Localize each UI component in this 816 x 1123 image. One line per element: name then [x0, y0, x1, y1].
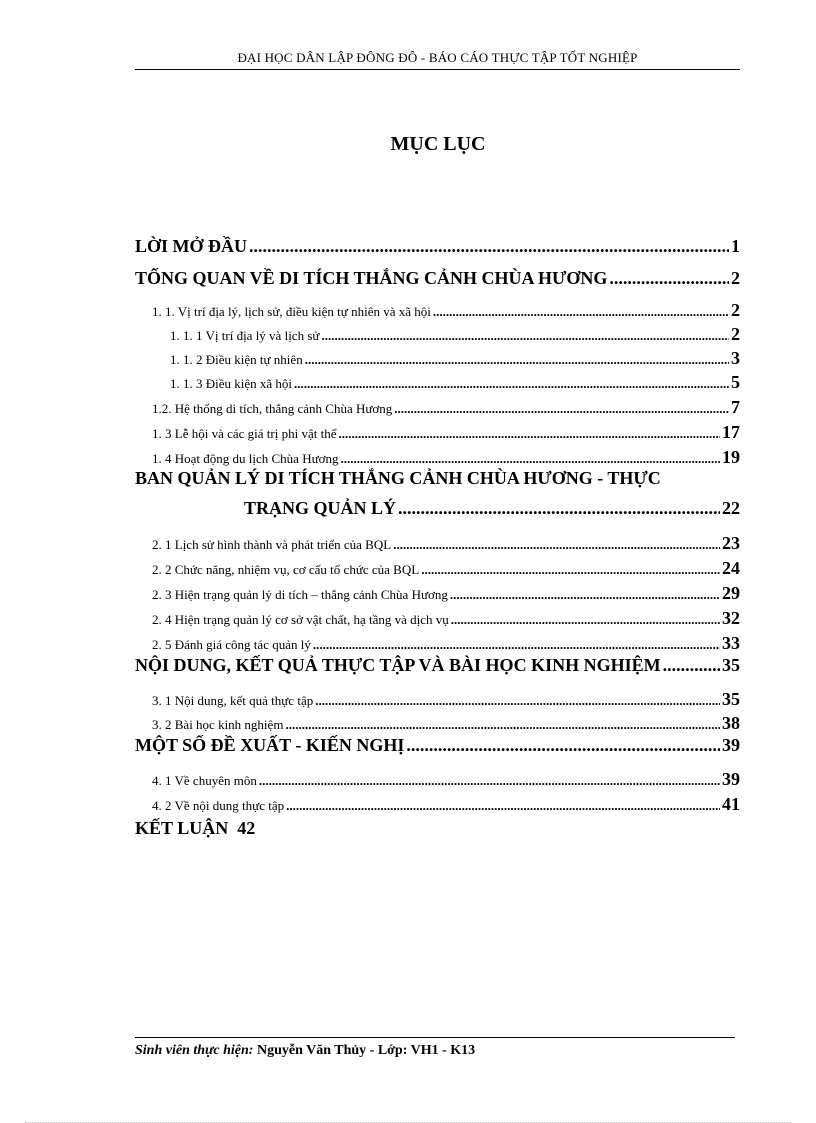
toc-page: 38 — [722, 713, 740, 733]
toc-entry-1-2[interactable] — [152, 397, 740, 418]
toc-page: 33 — [722, 633, 740, 653]
toc-leader — [321, 328, 729, 344]
toc-entry-1-4[interactable] — [152, 447, 740, 468]
toc-label: 2. 5 Đánh giá công tác quản lý — [152, 637, 311, 652]
toc-entry-2-4[interactable] — [152, 608, 740, 629]
toc-page: 3 — [731, 348, 740, 368]
toc-label: 2. 2 Chức năng, nhiệm vụ, cơ cấu tổ chức của BQL — [152, 562, 420, 577]
toc-page: 42 — [237, 818, 256, 838]
toc-leader — [398, 498, 720, 519]
toc-label: 1. 1. 2 Điều kiện tự nhiên — [170, 352, 303, 367]
toc-leader — [341, 451, 720, 467]
toc-leader — [451, 612, 720, 628]
toc-label: 1.2. Hệ thống di tích, thắng cảnh Chùa Hương — [152, 401, 393, 416]
toc-page: 29 — [722, 583, 740, 603]
toc-page: 35 — [722, 655, 740, 675]
toc-label: LỜI MỞ ĐẦU — [135, 236, 247, 256]
toc-page: 35 — [722, 689, 740, 709]
footer-divider — [135, 1037, 735, 1038]
toc-label: NỘI DUNG, KẾT QUẢ THỰC TẬP VÀ BÀI HỌC KINH NGHIỆM — [135, 655, 661, 675]
toc-label: 1. 4 Hoạt động du lịch Chùa Hương — [152, 451, 339, 466]
toc-leader — [259, 773, 720, 789]
toc-entry-1-3[interactable] — [152, 422, 740, 443]
toc-leader — [393, 537, 720, 553]
toc-leader — [406, 735, 720, 756]
toc-label: 1. 1. Vị trí địa lý, lịch sử, điều kiện tự nhiên và xã hội — [152, 304, 431, 319]
toc-chapter-2-line1[interactable]: BAN QUẢN LÝ DI TÍCH THẮNG CẢNH CHÙA HƯƠNG - THỰC — [135, 468, 661, 488]
toc-entry-2-5[interactable] — [152, 633, 740, 654]
toc-leader — [609, 268, 729, 289]
toc-page: 32 — [722, 608, 740, 628]
toc-entry-chapter-2[interactable] — [244, 498, 740, 519]
toc-page: 2 — [731, 268, 740, 288]
toc-page: 2 — [731, 300, 740, 320]
toc-entry-1-1-3[interactable] — [170, 372, 740, 393]
toc-leader — [249, 236, 729, 257]
page-title: MỤC LỤC — [390, 133, 486, 155]
toc-entry-1-1-2[interactable] — [170, 348, 740, 369]
toc-entry-ket-luan[interactable] — [135, 818, 255, 839]
toc-label: 2. 4 Hiện trạng quản lý cơ sở vật chất, hạ tầng và dịch vụ — [152, 612, 449, 627]
toc-page: 39 — [722, 769, 740, 789]
toc-label: 1. 3 Lễ hội và các giá trị phi vật thể — [152, 426, 337, 441]
toc-entry-2-2[interactable] — [152, 558, 740, 579]
toc-leader — [305, 352, 729, 368]
toc-label: 1. 1. 3 Điều kiện xã hội — [170, 376, 293, 391]
toc-label: KẾT LUẬN — [135, 818, 229, 838]
toc-label: 4. 1 Về chuyên môn — [152, 773, 257, 788]
toc-label: 2. 3 Hiện trạng quản lý di tích – thắng cảnh Chùa Hương — [152, 587, 448, 602]
toc-label: 3. 1 Nội dung, kết quả thực tập — [152, 693, 314, 708]
footer-role: Sinh viên thực hiện: — [135, 1043, 254, 1058]
toc-page: 7 — [731, 397, 740, 417]
toc-page: 1 — [731, 236, 740, 256]
toc-leader — [394, 401, 729, 417]
toc-page: 23 — [722, 533, 740, 553]
toc-entry-4-2[interactable] — [152, 794, 740, 815]
toc-leader — [286, 798, 720, 814]
toc-page: 41 — [722, 794, 740, 814]
toc-leader — [285, 717, 720, 733]
toc-leader — [663, 655, 720, 676]
toc-page: 5 — [731, 372, 740, 392]
toc-page: 39 — [722, 735, 740, 755]
toc-leader — [338, 426, 720, 442]
toc-entry-3-1[interactable] — [152, 689, 740, 710]
toc-page: 17 — [722, 422, 740, 442]
toc-entry-chapter-4[interactable] — [135, 735, 740, 756]
toc-page: 24 — [722, 558, 740, 578]
page-footer — [135, 1043, 475, 1059]
footer-details: Nguyễn Văn Thủy - Lớp: VH1 - K13 — [256, 1043, 476, 1058]
toc-entry-3-2[interactable] — [152, 713, 740, 734]
toc-leader — [450, 587, 720, 603]
toc-entry-1-1-1[interactable] — [170, 324, 740, 345]
toc-entry-loi-mo-dau[interactable] — [135, 236, 740, 257]
toc-label: 4. 2 Về nội dung thực tập — [152, 798, 285, 813]
toc-label: TRẠNG QUẢN LÝ — [244, 498, 397, 518]
toc-page: 22 — [722, 498, 740, 518]
toc-page: 2 — [731, 324, 740, 344]
toc-entry-chapter-3[interactable] — [135, 655, 740, 676]
toc-leader — [294, 376, 729, 392]
page-header: ĐẠI HỌC DÂN LẬP ĐÔNG ĐÔ - BÁO CÁO THỰC TẬP TỐT NGHIỆP — [135, 50, 740, 70]
toc-entry-1-1[interactable] — [152, 300, 740, 321]
toc-leader — [313, 637, 720, 653]
toc-entry-2-3[interactable] — [152, 583, 740, 604]
toc-page: 19 — [722, 447, 740, 467]
toc-label: TỔNG QUAN VỀ DI TÍCH THẮNG CẢNH CHÙA HƯƠNG — [135, 268, 608, 288]
toc-label: 3. 2 Bài học kinh nghiệm — [152, 717, 284, 732]
toc-entry-chapter-1[interactable] — [135, 268, 740, 289]
toc-leader — [421, 562, 720, 578]
toc-label: 2. 1 Lịch sử hình thành và phát triển của BQL — [152, 537, 392, 552]
toc-label: MỘT SỐ ĐỀ XUẤT - KIẾN NGHỊ — [135, 735, 405, 755]
toc-leader — [433, 304, 729, 320]
toc-entry-4-1[interactable] — [152, 769, 740, 790]
toc-entry-2-1[interactable] — [152, 533, 740, 554]
toc-label: 1. 1. 1 Vị trí địa lý và lịch sử — [170, 328, 320, 343]
toc-leader — [315, 693, 720, 709]
